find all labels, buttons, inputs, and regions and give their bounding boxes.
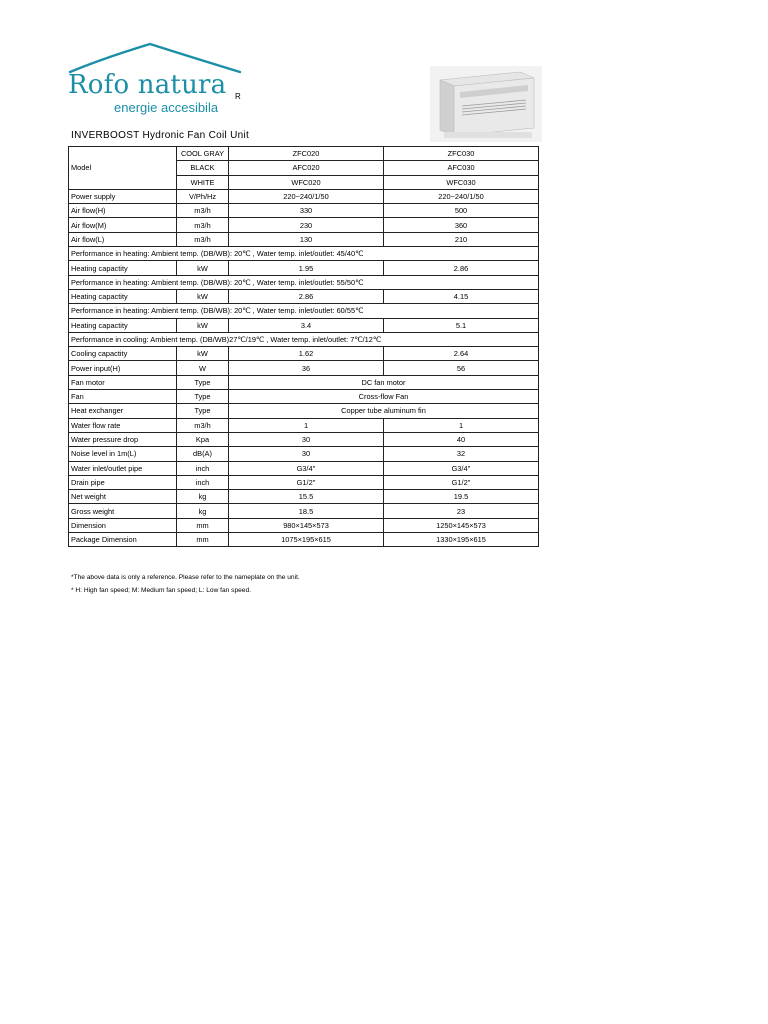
model-cell: ZFC030 <box>384 147 539 161</box>
value-cell: 30 <box>229 447 384 461</box>
spec-table <box>68 146 539 547</box>
table-row <box>69 275 539 289</box>
row-label: Water pressure drop <box>69 432 177 446</box>
registered-mark: R <box>235 92 241 101</box>
model-cell: AFC030 <box>384 161 539 175</box>
value-cell: 1075×195×615 <box>229 533 384 547</box>
value-cell: 15.5 <box>229 490 384 504</box>
unit-cell: kW <box>177 289 229 303</box>
value-cell: 220~240/1/50 <box>384 189 539 203</box>
table-row <box>69 418 539 432</box>
value-cell: G1/2" <box>384 475 539 489</box>
table-row <box>69 318 539 332</box>
unit-cell: W <box>177 361 229 375</box>
document-title: INVERBOOST Hydronic Fan Coil Unit <box>71 130 250 141</box>
unit-cell: Kpa <box>177 432 229 446</box>
table-row <box>69 475 539 489</box>
row-label: Drain pipe <box>69 475 177 489</box>
unit-cell: Type <box>177 375 229 389</box>
value-cell: 23 <box>384 504 539 518</box>
value-cell: 360 <box>384 218 539 232</box>
table-row <box>69 218 539 232</box>
row-label: Power input(H) <box>69 361 177 375</box>
unit-cell: inch <box>177 475 229 489</box>
value-cell: 56 <box>384 361 539 375</box>
value-cell: Copper tube aluminum fin <box>229 404 539 418</box>
row-label: Noise level in 1m(L) <box>69 447 177 461</box>
row-label: Heating capactity <box>69 318 177 332</box>
table-row <box>69 147 539 161</box>
table-row <box>69 232 539 246</box>
row-label: Gross weight <box>69 504 177 518</box>
color-cell: BLACK <box>177 161 229 175</box>
value-cell: 210 <box>384 232 539 246</box>
value-cell: 2.64 <box>384 347 539 361</box>
unit-cell: kW <box>177 261 229 275</box>
color-cell: COOL GRAY <box>177 147 229 161</box>
brand-name: Rofo natura <box>68 70 227 100</box>
value-cell: 36 <box>229 361 384 375</box>
footnote-fan-speed: * H: High fan speed; M: Medium fan speed; L: Low fan speed. <box>71 587 251 594</box>
value-cell: 18.5 <box>229 504 384 518</box>
table-row <box>69 189 539 203</box>
model-cell: ZFC020 <box>229 147 384 161</box>
value-cell: 1250×145×573 <box>384 518 539 532</box>
value-cell: 130 <box>229 232 384 246</box>
value-cell: 3.4 <box>229 318 384 332</box>
table-row <box>69 533 539 547</box>
table-row <box>69 390 539 404</box>
unit-cell: m3/h <box>177 232 229 246</box>
value-cell: 220~240/1/50 <box>229 189 384 203</box>
table-row <box>69 347 539 361</box>
unit-cell: kW <box>177 318 229 332</box>
table-row <box>69 304 539 318</box>
value-cell: 1330×195×615 <box>384 533 539 547</box>
table-row <box>69 461 539 475</box>
section-heading: Performance in heating: Ambient temp. (DB/WB): 20℃ , Water temp. inlet/outlet: 60/55℃ <box>69 304 539 318</box>
unit-cell: kW <box>177 347 229 361</box>
row-label: Water inlet/outlet pipe <box>69 461 177 475</box>
value-cell: 230 <box>229 218 384 232</box>
model-cell: AFC020 <box>229 161 384 175</box>
unit-cell: kg <box>177 490 229 504</box>
table-row <box>69 404 539 418</box>
section-heading: Performance in heating: Ambient temp. (DB/WB): 20℃ , Water temp. inlet/outlet: 55/50℃ <box>69 275 539 289</box>
value-cell: 1 <box>229 418 384 432</box>
table-row <box>69 332 539 346</box>
value-cell: DC fan motor <box>229 375 539 389</box>
value-cell: 1.62 <box>229 347 384 361</box>
value-cell: 330 <box>229 204 384 218</box>
row-label: Air flow(M) <box>69 218 177 232</box>
table-row <box>69 504 539 518</box>
footnote-reference: *The above data is only a reference. Please refer to the nameplate on the unit. <box>71 574 300 581</box>
value-cell: 980×145×573 <box>229 518 384 532</box>
color-cell: WHITE <box>177 175 229 189</box>
product-image <box>430 66 542 142</box>
table-row <box>69 432 539 446</box>
table-row <box>69 204 539 218</box>
row-label: Fan <box>69 390 177 404</box>
unit-cell: mm <box>177 533 229 547</box>
table-row <box>69 361 539 375</box>
row-label: Water flow rate <box>69 418 177 432</box>
unit-cell: Type <box>177 404 229 418</box>
unit-cell: kg <box>177 504 229 518</box>
table-row <box>69 261 539 275</box>
unit-cell: m3/h <box>177 418 229 432</box>
value-cell: 5.1 <box>384 318 539 332</box>
row-label: Heating capactity <box>69 261 177 275</box>
table-row <box>69 247 539 261</box>
model-label: Model <box>69 147 177 190</box>
table-row <box>69 375 539 389</box>
unit-cell: m3/h <box>177 204 229 218</box>
row-label: Heating capactity <box>69 289 177 303</box>
row-label: Heat exchanger <box>69 404 177 418</box>
value-cell: 2.86 <box>229 289 384 303</box>
value-cell: 19.5 <box>384 490 539 504</box>
model-cell: WFC020 <box>229 175 384 189</box>
value-cell: 40 <box>384 432 539 446</box>
row-label: Package Dimension <box>69 533 177 547</box>
section-heading: Performance in cooling: Ambient temp. (DB/WB)27℃/19℃ , Water temp. inlet/outlet: 7℃/12℃ <box>69 332 539 346</box>
value-cell: 32 <box>384 447 539 461</box>
row-label: Net weight <box>69 490 177 504</box>
value-cell: 4.15 <box>384 289 539 303</box>
unit-cell: Type <box>177 390 229 404</box>
section-heading: Performance in heating: Ambient temp. (DB/WB): 20℃ , Water temp. inlet/outlet: 45/40℃ <box>69 247 539 261</box>
row-label: Fan motor <box>69 375 177 389</box>
unit-cell: m3/h <box>177 218 229 232</box>
value-cell: 500 <box>384 204 539 218</box>
row-label: Air flow(H) <box>69 204 177 218</box>
model-cell: WFC030 <box>384 175 539 189</box>
row-label: Power supply <box>69 189 177 203</box>
row-label: Air flow(L) <box>69 232 177 246</box>
table-row <box>69 490 539 504</box>
value-cell: Cross-flow Fan <box>229 390 539 404</box>
unit-cell: dB(A) <box>177 447 229 461</box>
value-cell: G1/2" <box>229 475 384 489</box>
value-cell: G3/4'' <box>229 461 384 475</box>
table-row <box>69 518 539 532</box>
unit-cell: mm <box>177 518 229 532</box>
table-row <box>69 289 539 303</box>
row-label: Cooling capactity <box>69 347 177 361</box>
row-label: Dimension <box>69 518 177 532</box>
table-row <box>69 447 539 461</box>
value-cell: 30 <box>229 432 384 446</box>
unit-cell: V/Ph/Hz <box>177 189 229 203</box>
brand-logo <box>64 42 254 115</box>
value-cell: 2.86 <box>384 261 539 275</box>
unit-cell: inch <box>177 461 229 475</box>
value-cell: 1 <box>384 418 539 432</box>
value-cell: G3/4'' <box>384 461 539 475</box>
brand-tagline: energie accesibila <box>114 100 219 115</box>
value-cell: 1.95 <box>229 261 384 275</box>
